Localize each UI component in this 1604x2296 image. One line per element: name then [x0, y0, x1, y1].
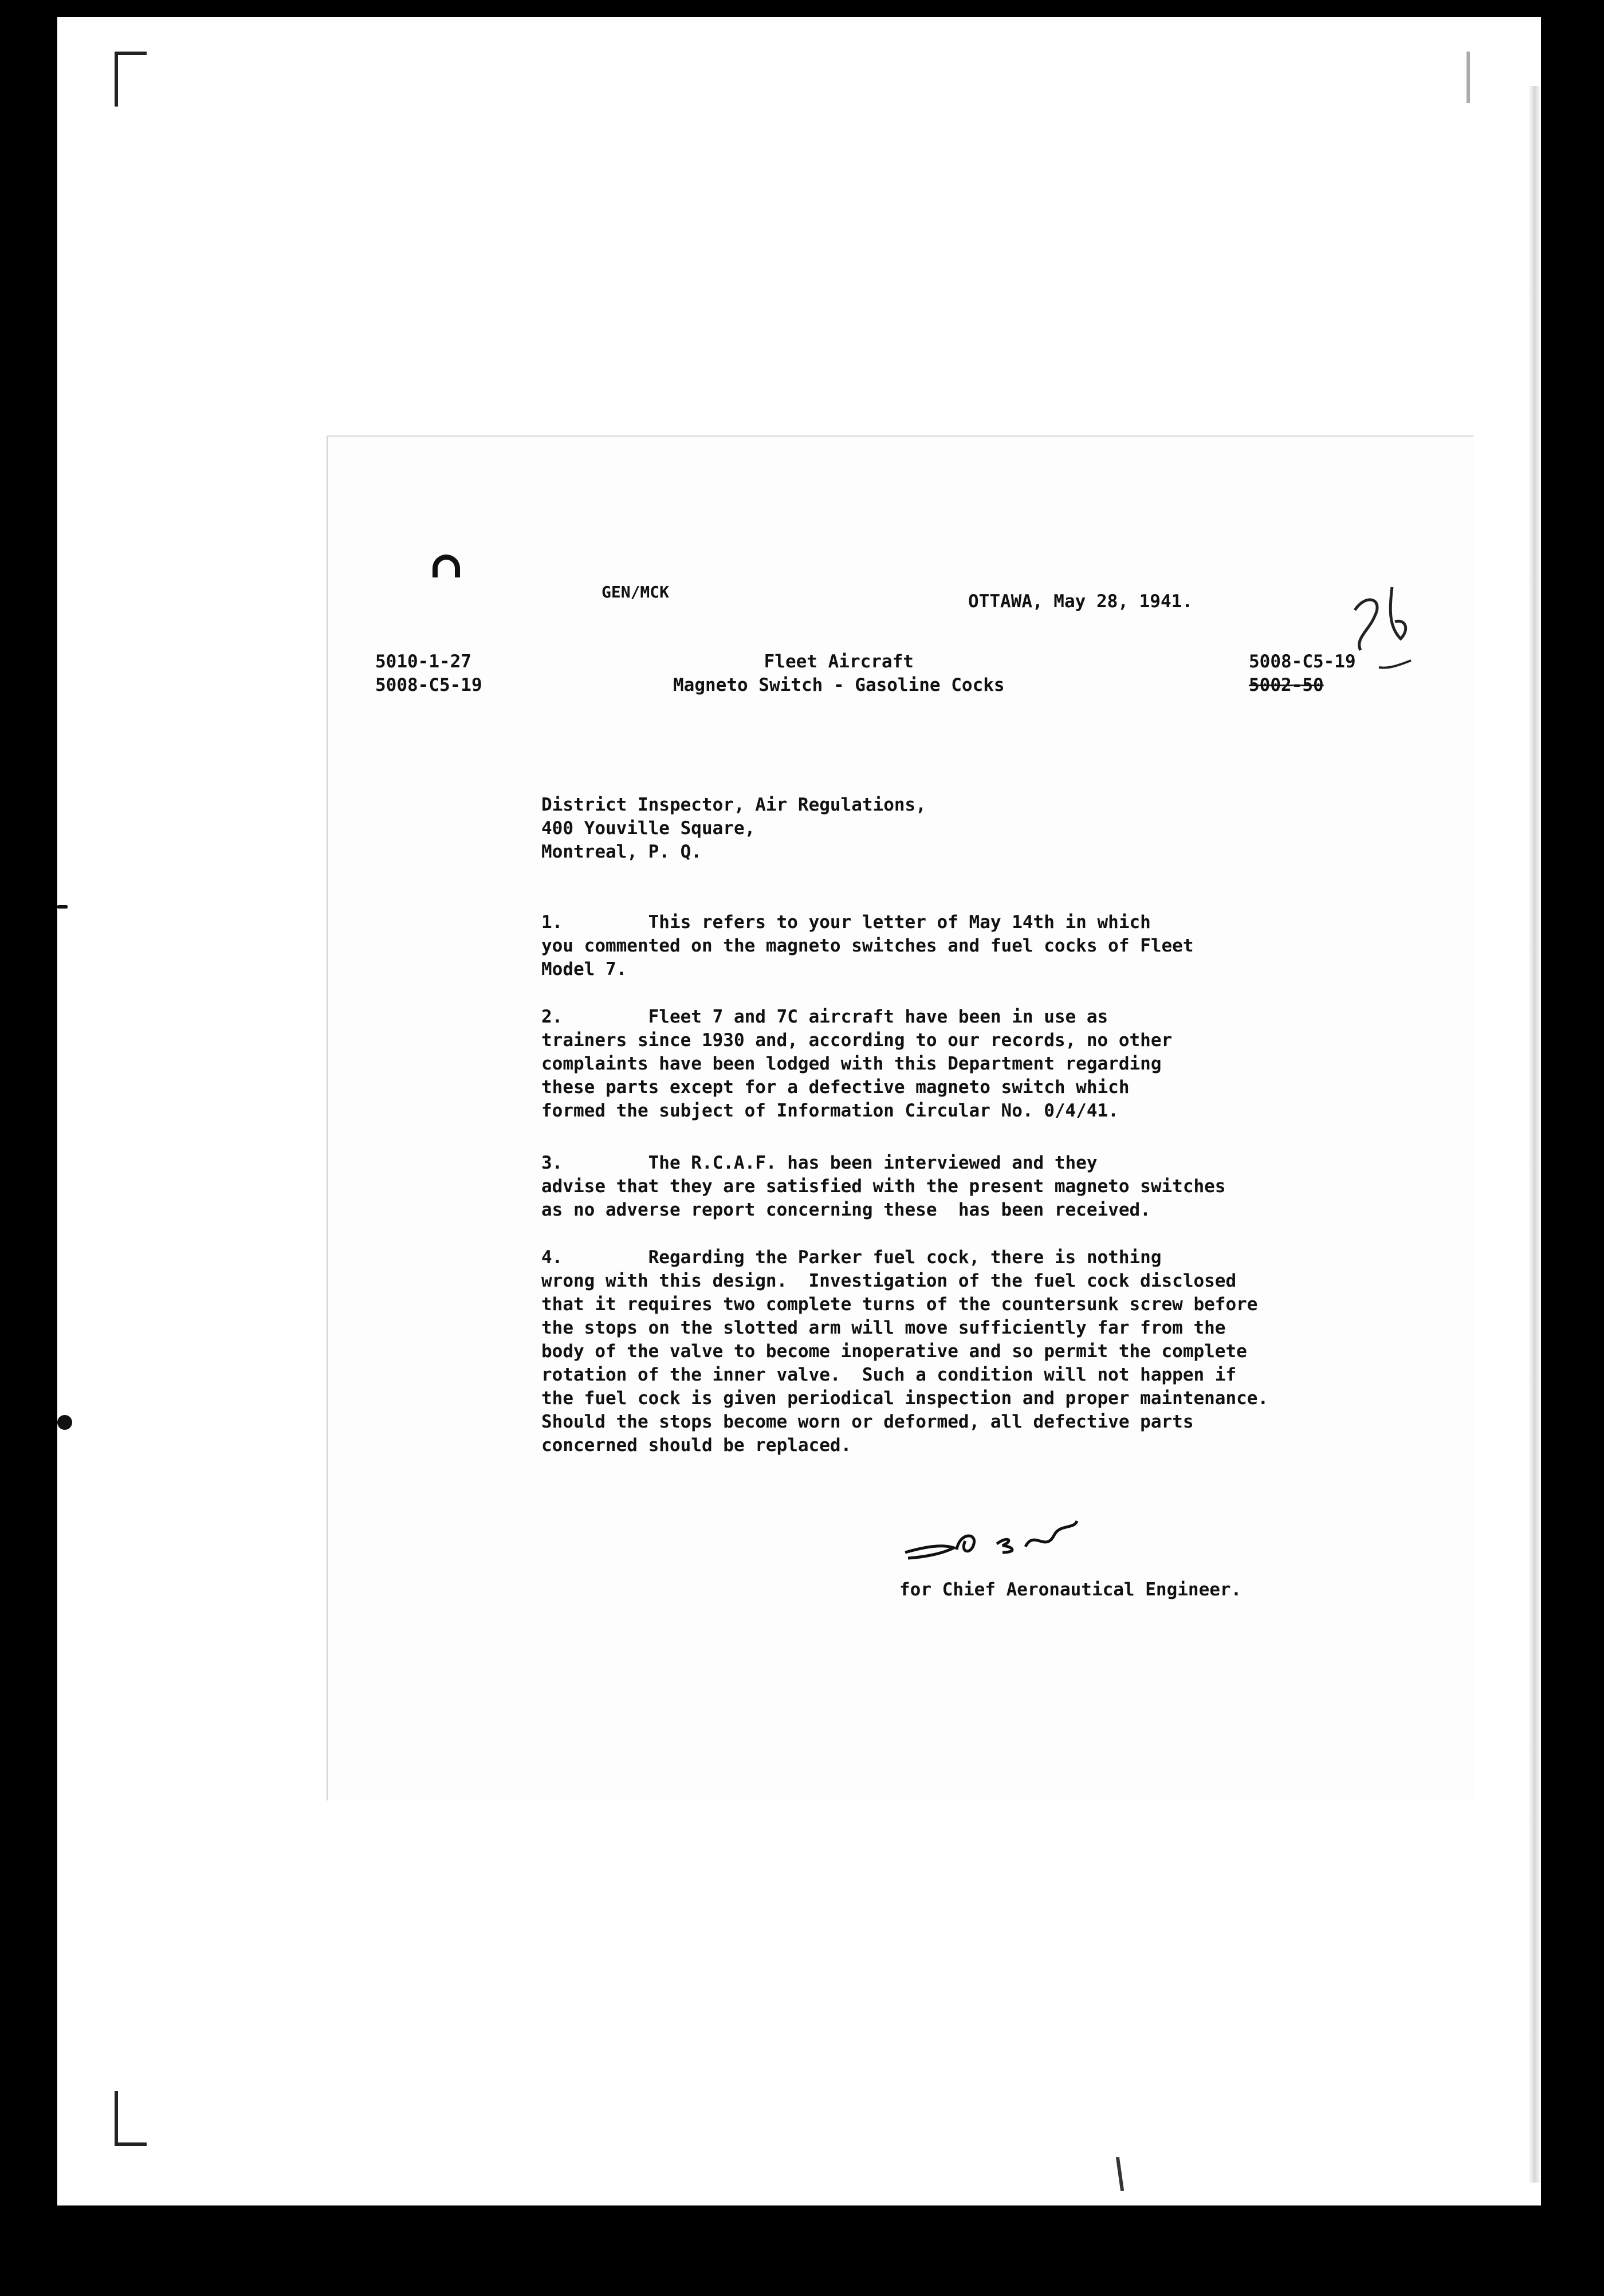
punch-mark: [57, 905, 68, 909]
corner-crop-mark-bottom-left: [115, 2091, 147, 2146]
paragraph-line: 2. Fleet 7 and 7C aircraft have been in use as: [541, 1007, 1108, 1027]
paragraph-1: [541, 911, 1193, 981]
paragraph-line: you commented on the magneto switches and fuel cocks of Fleet: [541, 935, 1194, 956]
paragraph-line: 3. The R.C.A.F. has been interviewed and they: [541, 1153, 1098, 1173]
paragraph-line: wrong with this design. Investigation of the fuel cock disclosed: [541, 1271, 1237, 1291]
paragraph-line: that it requires two complete turns of the countersunk screw before: [541, 1294, 1258, 1315]
subject-heading: [673, 650, 1005, 697]
paragraph-line: body of the valve to become inoperative and so permit the complete: [541, 1341, 1247, 1362]
file-ref: 5010-1-27: [375, 651, 471, 672]
typist-initials: GEN/MCK: [602, 583, 670, 601]
address-line: Montreal, P. Q.: [541, 842, 702, 862]
paragraph-4: [541, 1246, 1268, 1457]
subject-line: Fleet Aircraft: [764, 651, 914, 672]
file-ref: 5008-C5-19: [375, 675, 482, 695]
handwritten-folio-number: [1349, 576, 1418, 656]
paragraph-line: advise that they are satisfied with the present magneto switches: [541, 1176, 1226, 1197]
paragraph-line: the fuel cock is given periodical inspection and proper maintenance.: [541, 1388, 1269, 1409]
paragraph-line: 4. Regarding the Parker fuel cock, there is nothing: [541, 1247, 1162, 1268]
paragraph-2: [541, 1005, 1172, 1123]
paragraph-line: these parts except for a defective magneto switch which: [541, 1077, 1130, 1098]
paragraph-line: concerned should be replaced.: [541, 1435, 852, 1456]
punch-hole: [57, 1415, 72, 1430]
paragraph-line: 1. This refers to your letter of May 14th in which: [541, 912, 1151, 933]
file-references-left: [375, 650, 482, 697]
corner-crop-mark-top-left: [115, 52, 147, 107]
paragraph-line: the stops on the slotted arm will move sufficiently far from the: [541, 1318, 1226, 1338]
paragraph-line: rotation of the inner valve. Such a condition will not happen if: [541, 1365, 1237, 1385]
file-ref-struck: 5002-50: [1249, 675, 1324, 695]
paragraph-line: Model 7.: [541, 959, 627, 980]
file-references-right: [1249, 650, 1356, 697]
paragraph-line: trainers since 1930 and, according to our records, no other: [541, 1030, 1173, 1051]
page-edge-shadow: [1528, 86, 1541, 2183]
address-line: District Inspector, Air Regulations,: [541, 795, 926, 815]
address-line: 400 Youville Square,: [541, 818, 756, 839]
paragraph-3: [541, 1151, 1225, 1222]
paragraph-line: as no adverse report concerning these has been received.: [541, 1200, 1151, 1220]
subject-line: Magneto Switch - Gasoline Cocks: [673, 675, 1005, 695]
signoff: for Chief Aeronautical Engineer.: [899, 1579, 1242, 1600]
recipient-address: [541, 793, 926, 864]
paragraph-line: formed the subject of Information Circular No. 0/4/41.: [541, 1100, 1119, 1121]
file-ref: 5008-C5-19: [1249, 651, 1356, 672]
handwritten-signature: [902, 1512, 1086, 1564]
paragraph-line: Should the stops become worn or deformed, all defective parts: [541, 1412, 1194, 1432]
dateline: OTTAWA, May 28, 1941.: [968, 591, 1193, 612]
paper-clip-mark: [433, 555, 460, 577]
corner-crop-mark-top-right: [1467, 52, 1470, 103]
check-mark: [1378, 659, 1412, 670]
paragraph-line: complaints have been lodged with this Department regarding: [541, 1053, 1162, 1074]
